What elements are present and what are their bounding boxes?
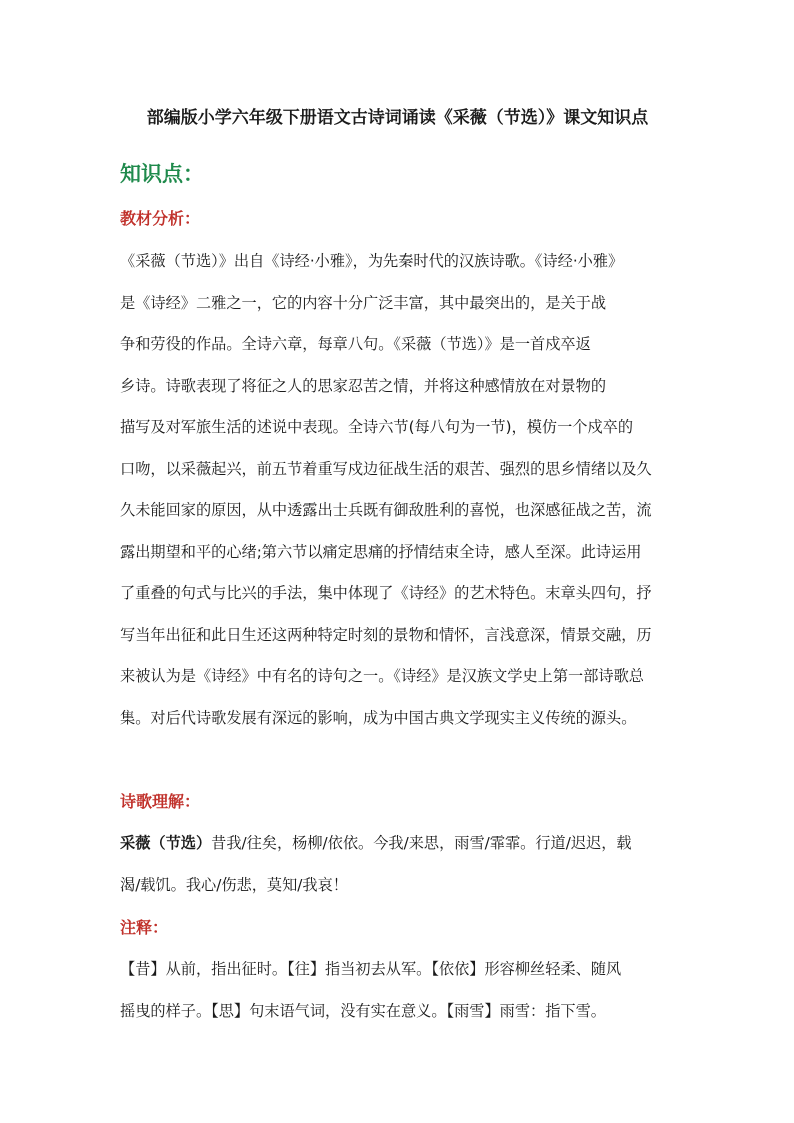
analysis-line: 了重叠的句式与比兴的手法，集中体现了《诗经》的艺术特色。末章头四句，抒 <box>120 584 652 602</box>
analysis-line: 来被认为是《诗经》中有名的诗句之一。《诗经》是汉族文学史上第一部诗歌总 <box>120 667 644 685</box>
poem-title: 采薇（节选） <box>120 834 212 852</box>
analysis-paragraph <box>120 241 680 739</box>
analysis-line: 久未能回家的原因，从中透露出士兵既有御敌胜利的喜悦，也深感征战之苦，流 <box>120 501 652 519</box>
poem-line-text: 昔我/往矣，杨柳/依依。今我/来思，雨雪/霏霏。行道/迟迟，载 <box>211 834 632 852</box>
analysis-line: 描写及对军旅生活的述说中表现。全诗六节(每八句为一节)，模仿一个戍卒的 <box>120 418 634 436</box>
poem-line <box>120 823 680 865</box>
analysis-line: 口吻，以采薇起兴，前五节着重写戍边征战生活的艰苦、强烈的思乡情绪以及久 <box>120 459 652 478</box>
notes-line: 摇曳的样子。【思】句末语气词，没有实在意义。【雨雪】雨雪：指下雪。 <box>120 1001 606 1020</box>
poem-heading: 诗歌理解： <box>120 792 201 811</box>
analysis-line: 露出期望和平的心绪;第六节以痛定思痛的抒情结束全诗，感人至深。此诗运用 <box>120 542 642 561</box>
notes-heading: 注释： <box>120 918 169 937</box>
poem-paragraph <box>120 823 680 906</box>
analysis-line: 写当年出征和此日生还这两种特定时刻的景物和情怀，言浅意深，情景交融，历 <box>120 625 652 644</box>
poem-line: 渴/载饥。我心/伤悲，莫知/我哀！ <box>120 875 348 894</box>
analysis-line: 《采薇（节选）》出自《诗经·小雅》，为先秦时代的汉族诗歌。《诗经·小雅》 <box>120 252 624 270</box>
notes-line: 【昔】从前，指出征时。【往】指当初去从军。【依依】形容柳丝轻柔、随风 <box>120 960 622 978</box>
document-title: 部编版小学六年级下册语文古诗词诵读《采薇（节选）》课文知识点 <box>146 108 649 128</box>
analysis-line: 是《诗经》二雅之一，它的内容十分广泛丰富，其中最突出的，是关于战 <box>120 293 606 312</box>
analysis-line: 集。对后代诗歌发展有深远的影响，成为中国古典文学现实主义传统的源头。 <box>120 708 637 727</box>
analysis-line: 争和劳役的作品。全诗六章，每章八句。《采薇（节选）》是一首戍卒返 <box>120 335 591 353</box>
knowledge-heading: 知识点： <box>120 162 204 186</box>
notes-paragraph <box>120 949 680 1032</box>
analysis-line: 乡诗。诗歌表现了将征之人的思家忍苦之情，并将这种感情放在对景物的 <box>120 376 606 395</box>
analysis-heading: 教材分析： <box>120 209 201 228</box>
